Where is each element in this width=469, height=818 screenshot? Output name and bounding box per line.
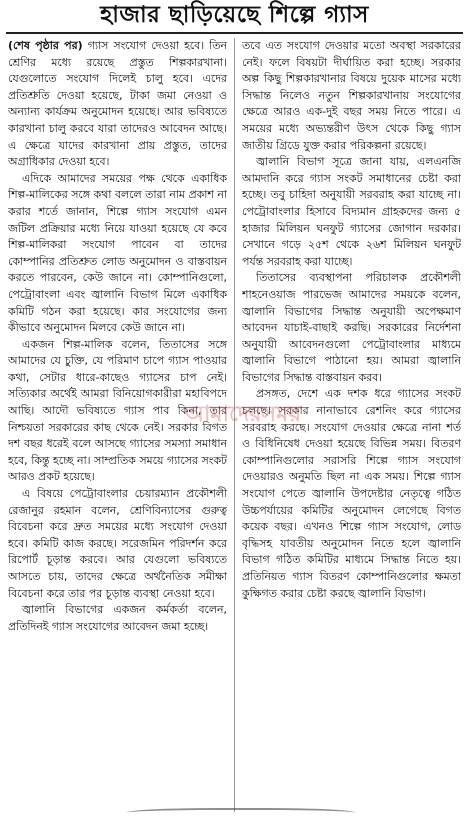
paragraph-9: প্রসঙ্গত, দেশে এক দশক ধরে গ্যাসের সংকট চলছে। সরকার নানাভাবে রেশনিং করে গ্যাসের সরবরাহ করছে। সংযোগ দেওয়ার ক্ষেত্রে নানা শর্ত ও বিধিনিষেধ দেওয়া হয়েছে বিভিন্ন সময়। বিতরণ কোম্পানিগুলোর সরাসরি শিল্পে গ্যাস সংযোগ দেওয়ারও অনুমতি ছিল না এক সময়। শিল্পে গ্যাস সংযোগ পেতে জ্বালানি উপদেষ্টার নেতৃত্বে গঠিত উচ্চপর্যায়ের কমিটির অনুমোদন লেগেছে বিগত কয়েক বছর। এখনও শিল্পে গ্যাস সংযোগ, লোড বৃদ্ধিসহ যাবতীয় অনুমোদন নিতে হলে জ্বালানি বিভাগ গঠিত কমিটির মাধ্যমে সিদ্ধান্ত নিতে হয়। প্রতিনিয়ত গ্যাস বিতরণ কোম্পানিগুলোর ক্ষমতা কুক্ষিগত করার চেষ্টা করছে জ্বালানি বিভাগ।	[242, 387, 461, 600]
paragraph-6: তবে এত সংযোগ দেওয়ার মতো অবস্থা সরকারের নেই। ফলে বিষয়টা দীর্ঘায়িত করা হচ্ছে। সরকার অল্প কিছু শিল্পকারখানার বিষয়ে দুয়েক মাসের মধ্যে সিদ্ধান্ত নিলেও নতুন শিল্পকারখানায় সংযোগের ক্ষেত্রে আরও এক-দুই বছর সময় নিতে পারে। এ সময়ের মধ্যে অভ্যন্তরীণ উৎস থেকে কিছু গ্যাস জাতীয় গ্রিডে যুক্ত করার পরিকল্পনা রয়েছে।	[242, 39, 461, 152]
continuation-dateline: (শেষ পৃষ্ঠার পর)	[8, 39, 83, 52]
paragraph-5: জ্বালানি বিভাগের একজন কর্মকর্তা বলেন, প্রতিদিনই গ্যাস সংযোগের আবেদন জমা হচ্ছে।	[8, 603, 227, 633]
footer-decoration	[126, 808, 356, 818]
paragraph-1	[8, 38, 227, 171]
article-column-left	[8, 38, 227, 812]
paragraph-3: একজন শিল্প-মালিক বলেন, তিতাসের সঙ্গে আমাদের যে চুক্তি, যে পরিমাণ চাপে গ্যাস পাওয়ার কথা, সেটার ধারে-কাছেও গ্যাসের চাপ নেই। সত্যিকার অর্থেই আমরা বিনিয়োগকারীরা মহাবিপদে আছি। আদৌ ভবিষ্যতে গ্যাস পাব কিনা, তার নিশ্চয়তা সরকারের কাছ থেকে নেই। সরকার বিগত দশ বছর ধরেই বলে আসছে গ্যাসের সমস্যা সমাধান হবে, কিন্তু হচ্ছে না। সাম্প্রতিক সময়ে গ্যাসের সংকট আরও প্রকট হয়েছে।	[8, 337, 227, 484]
newspaper-clipping	[6, 0, 463, 818]
article-column-right	[242, 38, 461, 812]
paragraph-1-text: গ্যাস সংযোগ দেওয়া হবে। তিন শ্রেণির মধ্যে রয়েছে প্রস্তুত শিল্পকারখানা। যেগুলোতে সংযোগ দিলেই চালু হবে। এদের প্রতিশ্রুতি দেওয়া হয়েছে, টাকা জমা নেওয়া ও অন্যান্য কার্যক্রম অনুমোদন হয়েছে। আর ভবিষ্যতে কারখানা চালু করবে যারা তাদেরও আবেদন আছে। এ ক্ষেত্রে যাদের কারখানা প্রায় প্রস্তুত, তাদের অগ্রাধিকার দেওয়া হবে।	[8, 39, 227, 169]
paragraph-4: এ বিষয়ে পেট্রোবাংলার চেয়ারম্যান প্রকৌশলী রেজানুর রহমান বলেন, শ্রেণিবিন্যাসের গুরুত্ব বিবেচনা করে দ্রুত সময়ের মধ্যে সংযোগ দেওয়া হবে। কমিটি কাজ করছে। সরেজমিন পরিদর্শন করে রিপোর্ট চূড়ান্ত করবে। আর যেগুলো ভবিষ্যতে আসতে চায়, তাদের ক্ষেত্রে অর্থনৈতিক সমীক্ষা বিবেচনা করে তার পর চূড়ান্ত ব্যবস্থা নেওয়া হবে।	[8, 487, 227, 600]
paragraph-2: এদিকে আমাদের সময়ের পক্ষ থেকে একাধিক শিল্প-মালিকের সঙ্গে কথা বললে তারা নাম প্রকাশ না করার শর্তে জানান, শিল্পে গ্যাস সংযোগ এমন জটিল প্রক্রিয়ার মধ্যে নিয়ে যাওয়া হয়েছে যে কবে শিল্প-মালিকরা সংযোগ পাবেন বা তাদের কোম্পানির প্রতিশ্রুত লোড অনুমোদন ও বাস্তবায়ন করতে পারবেন, কেউ জানে না। কোম্পানিগুলো, পেট্রোবাংলা এবং জ্বালানি বিভাগ মিলে একাধিক কমিটি গঠন করা হয়েছে। কার সংযোগের জন্য কীভাবে অনুমোদন মিলবে কেউ জানে না।	[8, 171, 227, 335]
article-headline: হাজার ছাড়িয়েছে শিল্পে গ্যাস	[100, 2, 369, 28]
column-divider	[234, 38, 235, 812]
headline-rule	[6, 32, 463, 34]
paragraph-8: তিতাসের ব্যবস্থাপনা পরিচালক প্রকৌশলী শাহনেওয়াজ পারভেজ আমাদের সময়কে বলেন, জ্বালানি বিভাগের সিদ্ধান্ত অনুযায়ী অপেক্ষমাণ আবেদন যাচাই-বাছাই করছি। সরকারের নির্দেশনা অনুযায়ী আবেদনগুলো পেট্রোবাংলার মাধ্যমে জ্বালানি বিভাগে পাঠানো হয়। আমরা জ্বালানি বিভাগের সিদ্ধান্ত বাস্তবায়ন করব।	[242, 271, 461, 384]
paragraph-7: জ্বালানি বিভাগ সূত্রে জানা যায়, এলএনজি আমদানি করে গ্যাস সংকট সমাধানের চেষ্টা করা হচ্ছে। তবু চাহিদা অনুযায়ী সরবরাহ করা যাচ্ছে না। পেট্রোবাংলার হিসাবে বিদ্যমান গ্রাহকদের জন্য ৫ হাজার মিলিয়ন ঘনফুট গ্যাসের জোগান দরকার। সেখানে গড়ে ২৫শ থেকে ২৬শ মিলিয়ন ঘনফুট পর্যন্ত সরবরাহ করা যাচ্ছে।	[242, 155, 461, 268]
source-watermark: আমাদেরসময়	[184, 402, 302, 427]
